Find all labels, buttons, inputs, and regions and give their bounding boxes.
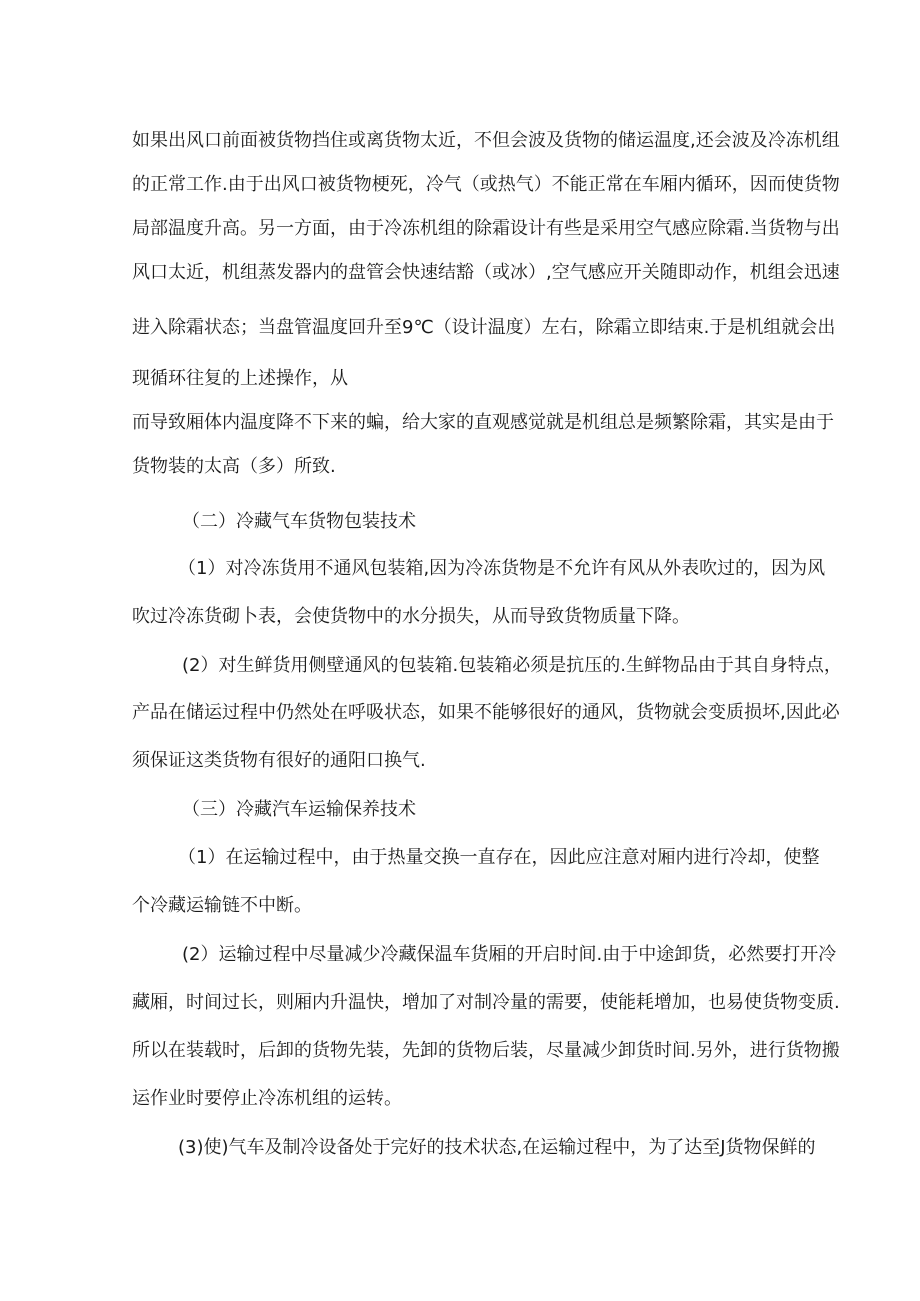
paragraph-line: 运作业时要停止冷冻机组的运转。 — [132, 1088, 402, 1109]
paragraph-line: 所以在装载时，后卸的货物先装，先卸的货物后装，尽量减少卸货时间.另外，进行货物搬 — [132, 1040, 840, 1061]
paragraph-line: 个冷藏运输链不中断。 — [132, 895, 312, 916]
paragraph-line: 藏厢，时间过长，则厢内升温快，增加了对制冷量的需要，使能耗增加，也易使货物变质. — [132, 992, 840, 1013]
paragraph-line: 货物装的太高（多）所致. — [132, 456, 336, 477]
paragraph-line: (3)使)气车及制冷设备处于完好的技术状态,在运输过程中，为了达至J货物保鲜的 — [178, 1137, 816, 1158]
paragraph-line: 而导致厢体内温度降不下来的蝙，给大家的直观感觉就是机组总是频繁除霜，其实是由于 — [132, 412, 834, 433]
paragraph-line: 须保证这类货物有很好的通阳口换气. — [132, 750, 426, 771]
paragraph-line: 的正常工作.由于出风口被货物梗死，冷气（或热气）不能正常在车厢内循环，因而使货物 — [132, 174, 840, 195]
paragraph-line: 吹过冷冻货砌卜表，会使货物中的水分损失，从而导致货物质量下降。 — [132, 606, 690, 627]
paragraph-line: 现循环往复的上述操作，从 — [132, 368, 348, 389]
section-heading: （三）冷藏汽车运输保养技术 — [182, 799, 416, 820]
paragraph-line: 产品在储运过程中仍然处在呼吸状态，如果不能够很好的通风，货物就会变质损坏,因此必 — [132, 702, 840, 723]
paragraph-line: 如果出风口前面被货物挡住或离货物太近，不但会波及货物的储运温度,还会波及冷冻机组 — [132, 130, 840, 151]
paragraph-line: 进入除霜状态；当盘管温度回升至9℃（设计温度）左右，除霜立即结束.于是机组就会出 — [132, 317, 836, 338]
paragraph-line: 局部温度升高。另一方面，由于冷冻机组的除霜设计有些是采用空气感应除霜.当货物与出 — [132, 218, 840, 239]
section-heading: （二）冷藏气车货物包装技术 — [182, 511, 416, 532]
paragraph-line: （1）在运输过程中，由于热量交换一直存在，因此应注意对厢内进行冷却，使整 — [178, 847, 820, 868]
paragraph-line: (2）运输过程中尽量减少冷藏保温车货厢的开启时间.由于中途卸货，必然要打开冷 — [182, 944, 837, 965]
paragraph-line: (2）对生鲜货用侧壁通风的包装箱.包装箱必须是抗压的.生鲜物品由于其自身特点， — [182, 655, 842, 676]
paragraph-line: 风口太近，机组蒸发器内的盘管会快速结豁（或冰）,空气感应开关随即动作，机组会迅速 — [132, 262, 840, 283]
paragraph-line: （1）对冷冻货用不通风包装箱,因为冷冻货物是不允许有风从外表吹过的，因为风 — [178, 558, 826, 579]
